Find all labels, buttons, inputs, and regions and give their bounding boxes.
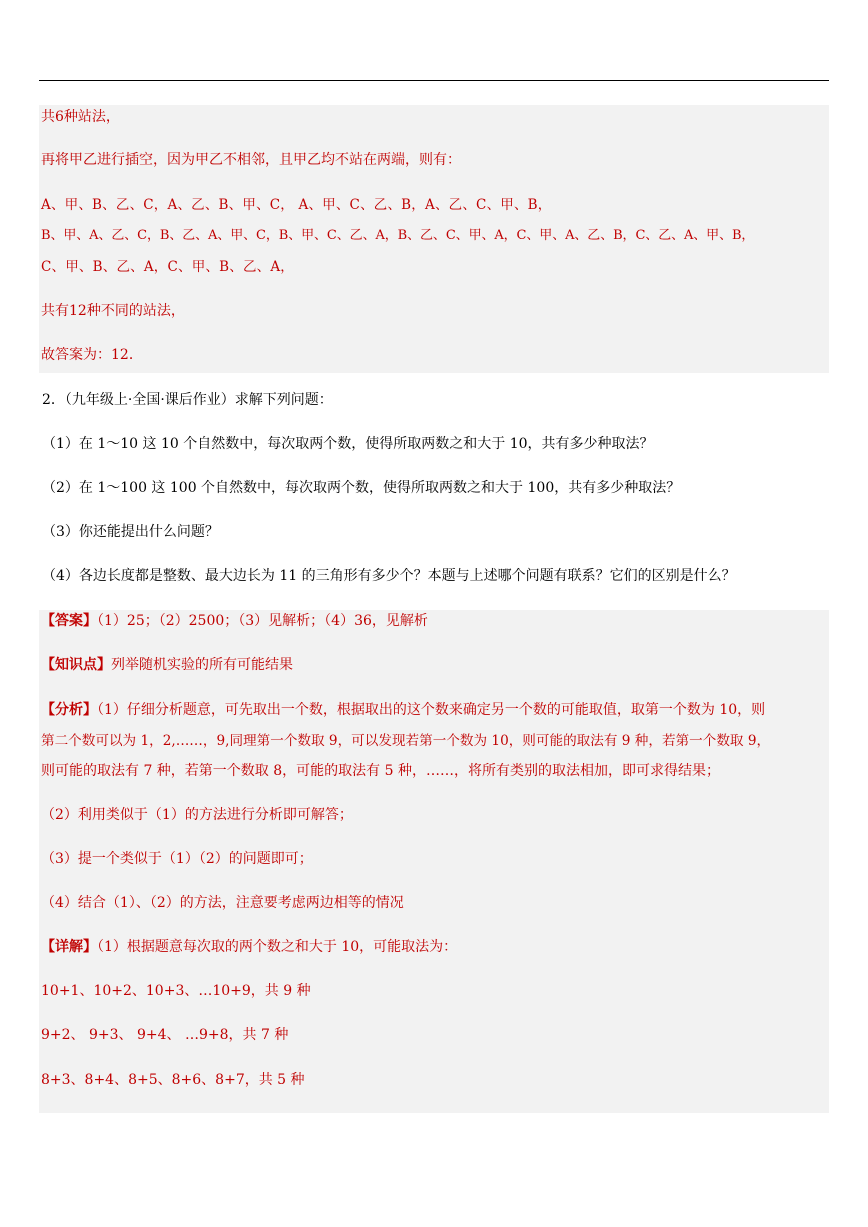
detail-case-line: 8+3、8+4、8+5、8+6、8+7，共 5 种 (41, 1072, 305, 1088)
detail-case-line: 9+2、 9+3、 9+4、 …9+8，共 7 种 (41, 1027, 289, 1043)
solution-line: 共有12种不同的站法， (41, 303, 185, 319)
analysis-text: （1）仔细分析题意，可先取出一个数，根据取出的这个数来确定另一个数的可能取值，取第一个数为 10，则 (97, 702, 766, 718)
header-rule (39, 80, 829, 81)
answer-line (41, 612, 428, 630)
solution-line: 再将甲乙进行插空，因为甲乙不相邻，且甲乙均不站在两端，则有： (41, 152, 461, 168)
arrangement-line: C、甲、B、乙、A，C、甲、B、乙、A， (41, 259, 294, 275)
question-part: （1）在 1～10 这 10 个自然数中，每次取两个数，使得所取两数之和大于 10，共有多少种取法？ (42, 436, 654, 452)
detail-text: （1）根据题意每次取的两个数之和大于 10，可能取法为： (97, 939, 458, 955)
detail-line (41, 938, 457, 956)
knowledge-text: 列举随机实验的所有可能结果 (111, 657, 293, 673)
analysis-tag: 【分析】 (41, 702, 97, 718)
knowledge-line (41, 656, 293, 674)
answer-tag: 【答案】 (41, 613, 97, 629)
knowledge-tag: 【知识点】 (41, 657, 111, 673)
question-part: （4）各边长度都是整数、最大边长为 11 的三角形有多少个？本题与上述哪个问题有联系？它们的区别是什么？ (42, 568, 736, 584)
arrangement-line: B、甲、A、乙、C，B、乙、A、甲、C，B、甲、C、乙、A，B、乙、C、甲、A，C、甲、A、乙、B，C、乙、A、甲、B， (41, 228, 755, 243)
analysis-line: （3）提一个类似于（1）（2）的问题即可； (41, 851, 313, 867)
detail-tag: 【详解】 (41, 939, 97, 955)
arrangement-line: A、甲、B、乙、C，A、乙、B、甲、C， A、甲、C、乙、B，A、乙、C、甲、B， (41, 197, 552, 213)
analysis-line: 第二个数可以为 1，2,……，9,同理第一个数取 9，可以发现若第一个数为 10，则可能的取法有 9 种，若第一个数取 9， (41, 733, 771, 749)
detail-case-line: 10+1、10+2、10+3、…10+9，共 9 种 (41, 983, 311, 999)
question-part: （2）在 1～100 这 100 个自然数中，每次取两个数，使得所取两数之和大于 100，共有多少种取法？ (42, 480, 681, 496)
analysis-line (41, 701, 765, 719)
solution-line: 共6种站法， (41, 109, 120, 125)
analysis-line: （4）结合（1）、（2）的方法，注意要考虑两边相等的情况 (41, 895, 404, 911)
previous-solution-box (39, 105, 829, 373)
question-title: 2．（九年级上·全国·课后作业）求解下列问题： (42, 392, 333, 408)
analysis-line: （2）利用类似于（1）的方法进行分析即可解答； (41, 807, 353, 823)
analysis-line: 则可能的取法有 7 种，若第一个数取 8，可能的取法有 5 种，……，将所有类别的取法相加，即可求得结果； (41, 763, 720, 779)
answer-text: （1）25；（2）2500；（3）见解析；（4）36，见解析 (97, 613, 428, 629)
solution-box (39, 610, 829, 1113)
question-part: （3）你还能提出什么问题？ (42, 524, 219, 540)
solution-line: 故答案为：12． (41, 347, 143, 363)
